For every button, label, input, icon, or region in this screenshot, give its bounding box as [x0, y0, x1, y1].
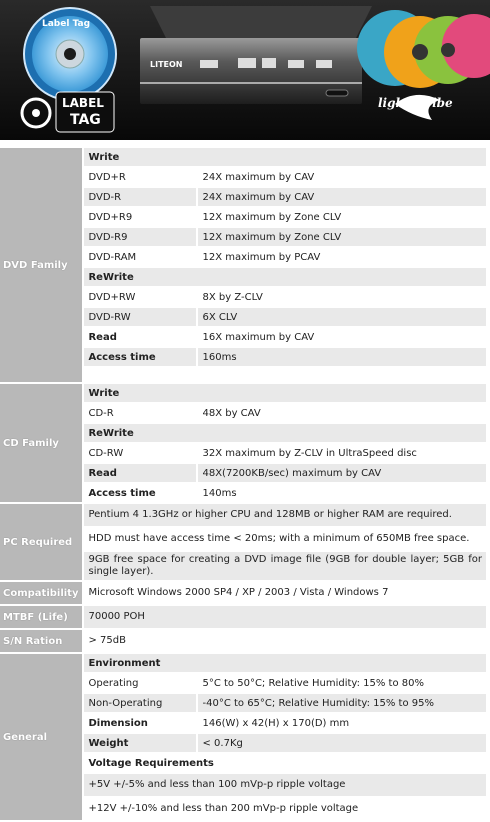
pc-requirement: HDD must have access time < 20ms; with a minimum of 650MB free space. — [84, 528, 486, 550]
optical-drive — [140, 6, 372, 104]
section-write: Write — [84, 148, 486, 166]
sn-value: > 75dB — [84, 630, 486, 652]
spec-row — [0, 606, 486, 628]
spec-label: DVD-RAM — [84, 248, 196, 266]
category-mtbf: MTBF (Life) — [0, 606, 82, 628]
spec-table — [0, 146, 488, 822]
spec-value: 16X maximum by CAV — [198, 328, 486, 346]
voltage-value: +5V +/-5% and less than 100 mVp-p ripple voltage — [84, 774, 486, 796]
logo-line2: TAG — [70, 112, 101, 128]
spec-value: 24X maximum by CAV — [198, 188, 486, 206]
product-banner — [0, 0, 490, 140]
category-compatibility: Compatibility — [0, 582, 82, 604]
lightscribe-text: lightScribe — [378, 96, 453, 110]
spec-value: 12X maximum by PCAV — [198, 248, 486, 266]
disc-label-text: Label Tag — [42, 19, 91, 29]
spec-label: DVD+R9 — [84, 208, 196, 226]
spec-label: DVD+R — [84, 168, 196, 186]
section-rewrite: ReWrite — [84, 424, 486, 442]
spec-label: DVD+RW — [84, 288, 196, 306]
category-cd-family: CD Family — [0, 384, 82, 502]
voltage-value: +12V +/-10% and less than 200 mVp-p ripple voltage — [84, 798, 486, 820]
spec-label: CD-RW — [84, 444, 196, 462]
section-rewrite: ReWrite — [84, 268, 486, 286]
spec-label: CD-R — [84, 404, 196, 422]
category-dvd-family: DVD Family — [0, 148, 82, 382]
spacer — [84, 368, 486, 382]
logo-line1: LABEL — [62, 96, 104, 110]
spec-label: Non-Operating — [84, 694, 196, 712]
section-write: Write — [84, 384, 486, 402]
spec-value: 12X maximum by Zone CLV — [198, 228, 486, 246]
spec-row — [0, 630, 486, 652]
spec-row — [0, 654, 486, 672]
spec-sheet — [0, 146, 490, 822]
spec-value: -40°C to 65°C; Relative Humidity: 15% to 95% — [198, 694, 486, 712]
spec-label: DVD-RW — [84, 308, 196, 326]
spec-value: 48X(7200KB/sec) maximum by CAV — [198, 464, 486, 482]
spec-value: 24X maximum by CAV — [198, 168, 486, 186]
spec-row — [0, 384, 486, 402]
spec-value: 48X by CAV — [198, 404, 486, 422]
spec-label: DVD-R9 — [84, 228, 196, 246]
lightscribe-discs — [357, 10, 490, 88]
category-pc-required: PC Required — [0, 504, 82, 580]
spec-label: Operating — [84, 674, 196, 692]
section-environment: Environment — [84, 654, 486, 672]
spec-label: Read — [84, 328, 196, 346]
spec-value: < 0.7Kg — [198, 734, 486, 752]
spec-row — [0, 582, 486, 604]
spec-label: Read — [84, 464, 196, 482]
spec-value: 146(W) x 42(H) x 170(D) mm — [198, 714, 486, 732]
pc-requirement: 9GB free space for creating a DVD image file (9GB for double layer; 5GB for single layer). — [84, 552, 486, 580]
category-sn-ration: S/N Ration — [0, 630, 82, 652]
drive-brand-text: LITEON — [150, 60, 183, 69]
spec-label: Weight — [84, 734, 196, 752]
spec-row — [0, 504, 486, 526]
spec-value: 12X maximum by Zone CLV — [198, 208, 486, 226]
spec-label: Access time — [84, 484, 196, 502]
spec-value: 5°C to 50°C; Relative Humidity: 15% to 80% — [198, 674, 486, 692]
compatibility-value: Microsoft Windows 2000 SP4 / XP / 2003 / Vista / Windows 7 — [84, 582, 486, 604]
spec-value: 160ms — [198, 348, 486, 366]
spec-label: Dimension — [84, 714, 196, 732]
section-voltage: Voltage Requirements — [84, 754, 486, 772]
spec-label: DVD-R — [84, 188, 196, 206]
spec-value: 140ms — [198, 484, 486, 502]
mtbf-value: 70000 POH — [84, 606, 486, 628]
spec-label: Access time — [84, 348, 196, 366]
spec-row — [0, 148, 486, 166]
spec-value: 32X maximum by Z-CLV in UltraSpeed disc — [198, 444, 486, 462]
category-general: General — [0, 654, 82, 820]
pc-requirement: Pentium 4 1.3GHz or higher CPU and 128MB or higher RAM are required. — [84, 504, 486, 526]
spec-value: 8X by Z-CLV — [198, 288, 486, 306]
spec-value: 6X CLV — [198, 308, 486, 326]
